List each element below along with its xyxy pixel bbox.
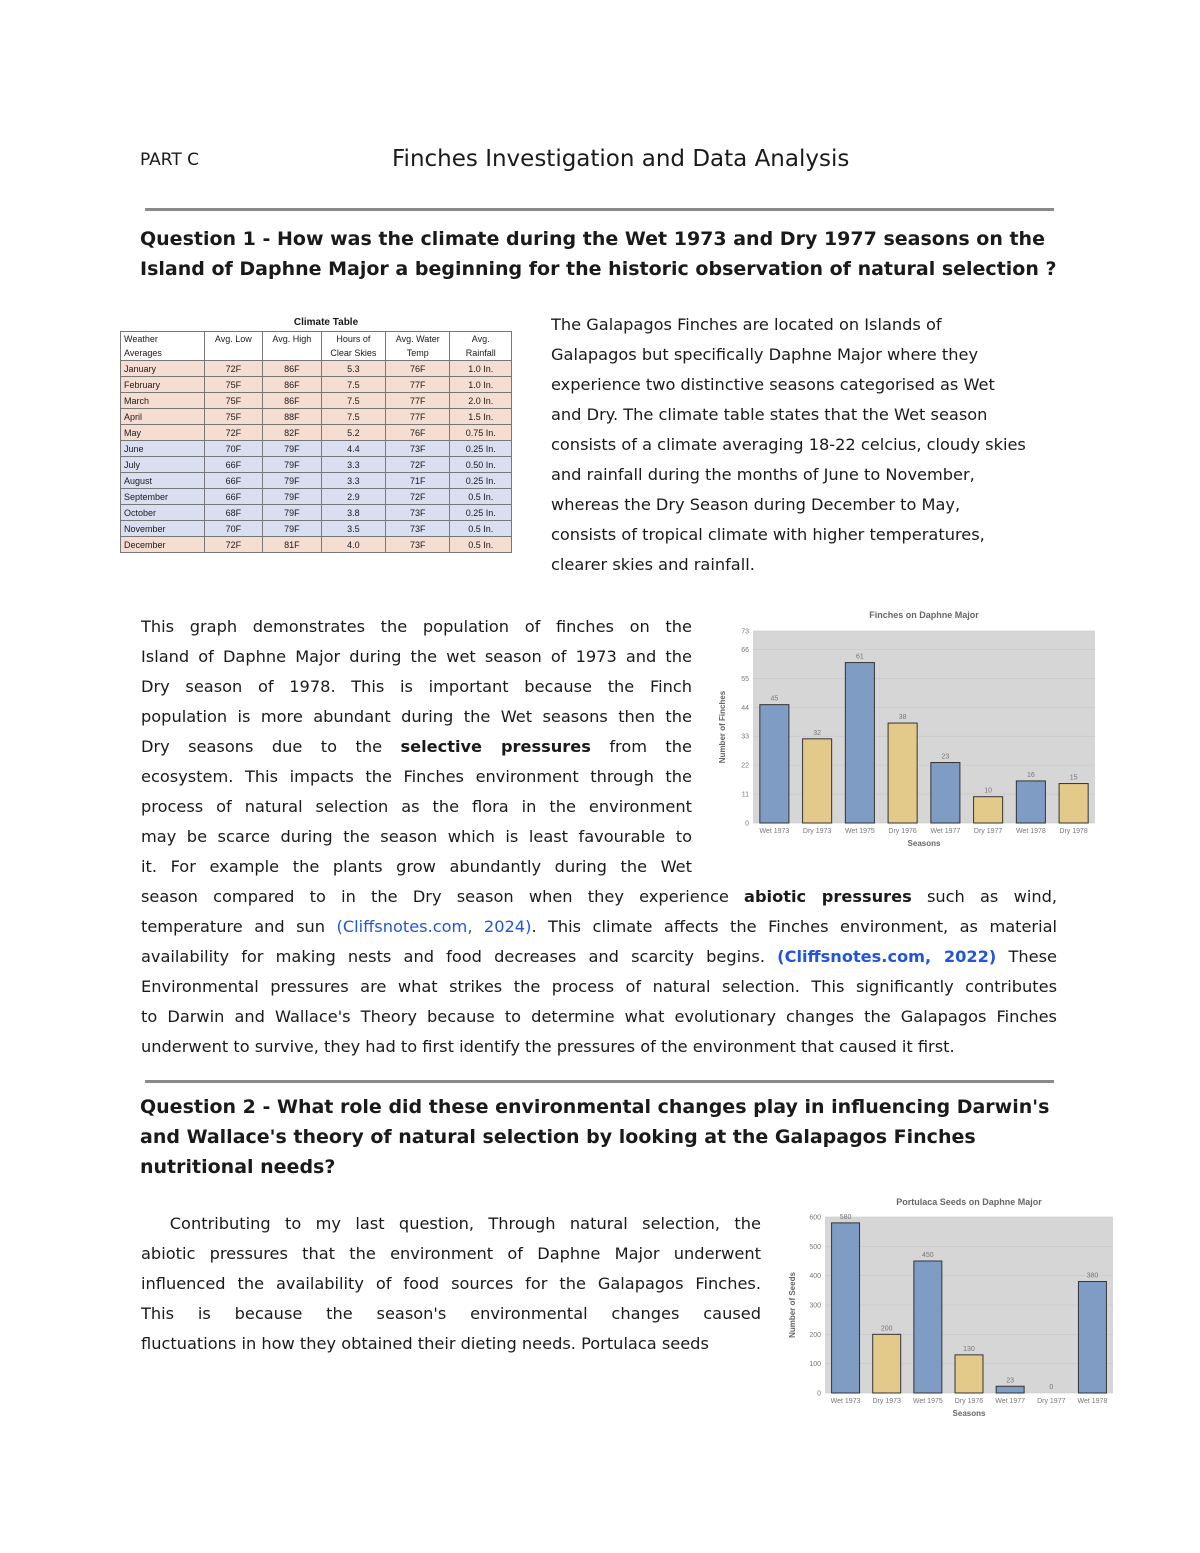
chart-title: Portulaca Seeds on Daphne Major: [896, 1197, 1042, 1207]
data-label: 0: [1049, 1384, 1054, 1391]
x-tick-label: Wet 1973: [759, 828, 790, 835]
bar: [996, 1386, 1024, 1393]
y-tick-label: 22: [741, 762, 749, 770]
x-tick-label: Dry 1973: [872, 1398, 901, 1405]
y-tick-label: 500: [809, 1243, 821, 1251]
table-cell: March: [121, 393, 205, 409]
table-cell: 5.2: [321, 425, 385, 441]
table-cell: 3.3: [321, 473, 385, 489]
bar: [1078, 1282, 1106, 1393]
table-cell: 2.9: [321, 489, 385, 505]
header-line: Weather: [124, 334, 158, 344]
table-row: [121, 521, 512, 537]
text-span: . This climate affects the Finches environment, as material: [531, 917, 1057, 936]
table-cell: 0.25 In.: [450, 473, 512, 489]
table-cell: 72F: [386, 457, 450, 473]
table-row: [121, 377, 512, 393]
table-cell: 0.75 In.: [450, 425, 512, 441]
x-axis-label: Seasons: [952, 1409, 986, 1418]
table-cell: 77F: [386, 377, 450, 393]
header-line: Temp: [406, 348, 429, 358]
table-cell: 86F: [263, 361, 322, 377]
table-row: [121, 441, 512, 457]
table-cell: 76F: [386, 425, 450, 441]
y-tick-label: 100: [809, 1361, 821, 1369]
table-cell: 66F: [204, 489, 262, 505]
x-tick-label: Dry 1973: [802, 828, 832, 835]
table-row: [121, 489, 512, 505]
y-tick-label: 73: [741, 628, 749, 636]
data-label: 10: [984, 787, 993, 795]
emphasis-selective-pressures: selective pressures: [400, 737, 591, 756]
y-tick-label: 200: [809, 1331, 821, 1339]
bar: [803, 739, 832, 823]
y-tick-label: 66: [741, 646, 749, 654]
table-cell: 1.0 In.: [450, 377, 512, 393]
table-cell: 0.5 In.: [450, 537, 512, 553]
header-line: Hours of: [336, 334, 371, 344]
text-line: consists of tropical climate with higher temperatures,: [551, 525, 985, 544]
bar: [760, 705, 789, 823]
text-line: fluctuations in how they obtained their dieting needs. Portulaca seeds: [141, 1334, 709, 1353]
data-label: 23: [1006, 1377, 1015, 1385]
text-line: [141, 942, 1057, 972]
bar: [955, 1355, 983, 1393]
text-span: These: [996, 947, 1057, 966]
header-line: Rainfall: [465, 348, 496, 358]
y-tick-label: 33: [741, 733, 749, 741]
table-row: [121, 393, 512, 409]
table-cell: 7.5: [321, 393, 385, 409]
citation-link[interactable]: (Cliffsnotes.com, 2024): [336, 917, 532, 936]
climate-table: [120, 331, 512, 553]
text-line: to Darwin and Wallace's Theory because to determine what evolutionary changes the Galapagos Finches: [141, 1007, 1057, 1026]
table-cell: 88F: [263, 409, 322, 425]
table-cell: 86F: [263, 377, 322, 393]
table-cell: November: [121, 521, 205, 537]
text-line: and rainfall during the months of June to November,: [551, 465, 975, 484]
x-axis-label: Seasons: [907, 839, 941, 848]
data-label: 23: [941, 753, 950, 761]
data-label: 32: [813, 729, 822, 737]
divider: [145, 1080, 1054, 1083]
bar: [914, 1261, 942, 1393]
table-cell: 1.5 In.: [450, 409, 512, 425]
table-cell: July: [121, 457, 205, 473]
table-cell: 86F: [263, 393, 322, 409]
table-cell: 4.0: [321, 537, 385, 553]
y-tick-label: 300: [809, 1302, 821, 1310]
table-header-row: [121, 332, 512, 361]
y-tick-label: 11: [741, 791, 749, 799]
table-row: [121, 505, 512, 521]
table-cell: 3.8: [321, 505, 385, 521]
table-cell: 66F: [204, 457, 262, 473]
table-row: [121, 361, 512, 377]
text-line: This graph demonstrates the population of finches on the: [141, 617, 692, 636]
x-tick-label: Dry 1976: [954, 1398, 984, 1405]
table-header-cell: [386, 332, 450, 361]
bar: [931, 763, 960, 823]
table-cell: 79F: [263, 457, 322, 473]
data-label: 45: [770, 695, 779, 703]
bar: [1016, 781, 1045, 823]
text-line: This is because the season's environmental changes caused: [141, 1304, 761, 1323]
table-cell: 75F: [204, 377, 262, 393]
bar: [974, 797, 1003, 823]
table-cell: 75F: [204, 393, 262, 409]
text-line: [141, 912, 1057, 942]
x-tick-label: Dry 1977: [973, 828, 1003, 835]
x-tick-label: Wet 1978: [1077, 1398, 1108, 1405]
data-label: 380: [1086, 1272, 1099, 1280]
table-cell: 79F: [263, 489, 322, 505]
table-cell: 2.0 In.: [450, 393, 512, 409]
header-line: Avg. Low: [214, 334, 252, 344]
text-line: process of natural selection as the flora in the environment: [141, 797, 692, 816]
bar: [845, 663, 874, 823]
header-line: Averages: [124, 348, 162, 358]
table-row: [121, 457, 512, 473]
table-header-cell: [321, 332, 385, 361]
x-tick-label: Wet 1977: [995, 1398, 1026, 1405]
table-header-cell: [263, 332, 322, 361]
table-cell: 68F: [204, 505, 262, 521]
table-cell: 82F: [263, 425, 322, 441]
table-cell: 3.3: [321, 457, 385, 473]
table-cell: October: [121, 505, 205, 521]
table-cell: 0.50 In.: [450, 457, 512, 473]
text-span: temperature and sun: [141, 917, 337, 936]
header-line: Avg.: [471, 334, 490, 344]
table-cell: January: [121, 361, 205, 377]
table-cell: 73F: [386, 521, 450, 537]
table-cell: April: [121, 409, 205, 425]
bar: [873, 1334, 901, 1393]
text-line: ecosystem. This impacts the Finches environment through the: [141, 767, 692, 786]
page-title: Finches Investigation and Data Analysis: [392, 146, 850, 172]
table-cell: 0.25 In.: [450, 505, 512, 521]
climate-table-figure: [120, 315, 512, 553]
table-cell: February: [121, 377, 205, 393]
text-line: Island of Daphne Major during the wet season of 1973 and the: [141, 647, 692, 666]
x-tick-label: Wet 1975: [912, 1398, 943, 1405]
table-header-cell: [121, 332, 205, 361]
climate-table-title: Climate Table: [293, 317, 359, 328]
table-cell: 79F: [263, 505, 322, 521]
data-label: 130: [963, 1345, 975, 1353]
x-tick-label: Wet 1978: [1015, 828, 1046, 835]
x-tick-label: Wet 1975: [844, 828, 875, 835]
y-tick-label: 600: [809, 1214, 821, 1222]
text-line: Contributing to my last question, Through natural selection, the: [141, 1214, 761, 1233]
table-cell: 79F: [263, 441, 322, 457]
table-header-cell: [450, 332, 512, 361]
data-label: 15: [1069, 774, 1078, 782]
table-cell: 3.5: [321, 521, 385, 537]
graph-paragraph-continued: [141, 882, 1057, 1062]
question-2-title: Question 2 - What role did these environmental changes play in influencing Darwin's and Wallace's theory of natural selection by looking at the Galapagos Finches nutritional needs?: [140, 1096, 1050, 1178]
table-cell: 73F: [386, 537, 450, 553]
text-span: such as wind,: [911, 887, 1057, 906]
text-line: abiotic pressures that the environment of Daphne Major underwent: [141, 1244, 761, 1263]
text-line: [141, 882, 1057, 912]
text-line: consists of a climate averaging 18-22 celcius, cloudy skies: [551, 435, 1026, 454]
data-label: 38: [898, 714, 907, 722]
text-line: Dry season of 1978. This is important because the Finch: [141, 677, 692, 696]
portulaca-chart: [785, 1192, 1120, 1424]
y-tick-label: 55: [741, 675, 749, 683]
climate-description: [551, 310, 1051, 580]
table-cell: June: [121, 441, 205, 457]
table-cell: 73F: [386, 505, 450, 521]
y-axis-label: Number of Finches: [718, 690, 727, 764]
finches-chart: [715, 605, 1100, 860]
table-row: [121, 537, 512, 553]
question-1-title: Question 1 - How was the climate during the Wet 1973 and Dry 1977 seasons on the Island of Daphne Major a beginning for the historic observation of natural selection ?: [140, 228, 1057, 280]
table-cell: 72F: [204, 537, 262, 553]
table-cell: 0.5 In.: [450, 521, 512, 537]
text-line: may be scarce during the season which is least favourable to: [141, 827, 692, 846]
header-line: [266, 346, 318, 360]
text-span: season compared to in the Dry season when they experience: [141, 887, 745, 906]
table-cell: 73F: [386, 441, 450, 457]
table-cell: 4.4: [321, 441, 385, 457]
data-label: 580: [839, 1213, 852, 1221]
text-line: and Dry. The climate table states that the Wet season: [551, 405, 988, 424]
header-line: Clear Skies: [330, 348, 377, 358]
table-cell: 5.3: [321, 361, 385, 377]
y-tick-label: 0: [745, 820, 749, 828]
table-cell: 7.5: [321, 409, 385, 425]
table-cell: 71F: [386, 473, 450, 489]
x-tick-label: Dry 1978: [1059, 828, 1088, 835]
data-label: 16: [1026, 771, 1035, 779]
x-tick-label: Wet 1977: [930, 828, 961, 835]
text-line: The Galapagos Finches are located on Islands of: [551, 315, 942, 334]
text-line: population is more abundant during the Wet seasons then the: [141, 707, 692, 726]
y-axis-label: Number of Seeds: [788, 1272, 797, 1338]
table-cell: 77F: [386, 409, 450, 425]
table-cell: 81F: [263, 537, 322, 553]
text-line: Galapagos but specifically Daphne Major where they: [551, 345, 979, 364]
table-cell: 72F: [386, 489, 450, 505]
table-cell: 70F: [204, 521, 262, 537]
y-tick-label: 400: [809, 1273, 821, 1281]
text-span: availability for making nests and food decreases and scarcity begins.: [141, 947, 778, 966]
text-line: experience two distinctive seasons categorised as Wet: [551, 375, 995, 394]
x-tick-label: Dry 1977: [1037, 1398, 1066, 1405]
text-line: [141, 732, 692, 762]
table-cell: December: [121, 537, 205, 553]
table-cell: 72F: [204, 361, 262, 377]
table-cell: 77F: [386, 393, 450, 409]
table-cell: 72F: [204, 425, 262, 441]
bar: [832, 1223, 860, 1393]
y-tick-label: 44: [741, 704, 749, 712]
table-cell: 75F: [204, 409, 262, 425]
table-row: [121, 425, 512, 441]
bar: [1059, 784, 1088, 823]
bar: [888, 723, 917, 823]
header-line: Avg. High: [272, 334, 312, 344]
table-cell: 70F: [204, 441, 262, 457]
table-row: [121, 409, 512, 425]
x-tick-label: Dry 1976: [888, 828, 917, 835]
table-row: [121, 473, 512, 489]
text-line: Environmental pressures are what strikes the process of natural selection. This significantly contributes: [141, 977, 1057, 996]
text-line: it. For example the plants grow abundantly during the Wet: [141, 857, 692, 876]
graph-paragraph: [141, 612, 692, 882]
x-tick-label: Wet 1973: [830, 1398, 861, 1405]
table-cell: August: [121, 473, 205, 489]
table-cell: 79F: [263, 473, 322, 489]
citation-link[interactable]: (Cliffsnotes.com, 2022): [777, 947, 997, 966]
text-line: underwent to survive, they had to first identify the pressures of the environment that caused it first.: [141, 1037, 955, 1056]
text-line: clearer skies and rainfall.: [551, 555, 755, 574]
data-label: 61: [855, 653, 864, 661]
table-cell: 66F: [204, 473, 262, 489]
header-line: [208, 346, 259, 360]
question-2-paragraph: [141, 1209, 761, 1359]
table-cell: 0.5 In.: [450, 489, 512, 505]
chart-title: Finches on Daphne Major: [869, 610, 979, 620]
table-header-cell: [204, 332, 262, 361]
table-cell: 79F: [263, 521, 322, 537]
table-cell: 7.5: [321, 377, 385, 393]
text-span: Dry seasons due to the: [141, 737, 401, 756]
table-cell: 1.0 In.: [450, 361, 512, 377]
table-cell: May: [121, 425, 205, 441]
header-line: Avg. Water: [395, 334, 440, 344]
text-line: whereas the Dry Season during December to May,: [551, 495, 961, 514]
divider: [145, 208, 1054, 211]
data-label: 450: [922, 1252, 934, 1259]
text-span: from the: [590, 737, 692, 756]
table-cell: 76F: [386, 361, 450, 377]
table-cell: September: [121, 489, 205, 505]
part-label: PART C: [140, 150, 200, 170]
emphasis-abiotic-pressures: abiotic pressures: [744, 887, 912, 906]
data-label: 200: [880, 1325, 893, 1333]
table-cell: 0.25 In.: [450, 441, 512, 457]
y-tick-label: 0: [817, 1390, 821, 1398]
text-line: influenced the availability of food sources for the Galapagos Finches.: [141, 1274, 761, 1293]
